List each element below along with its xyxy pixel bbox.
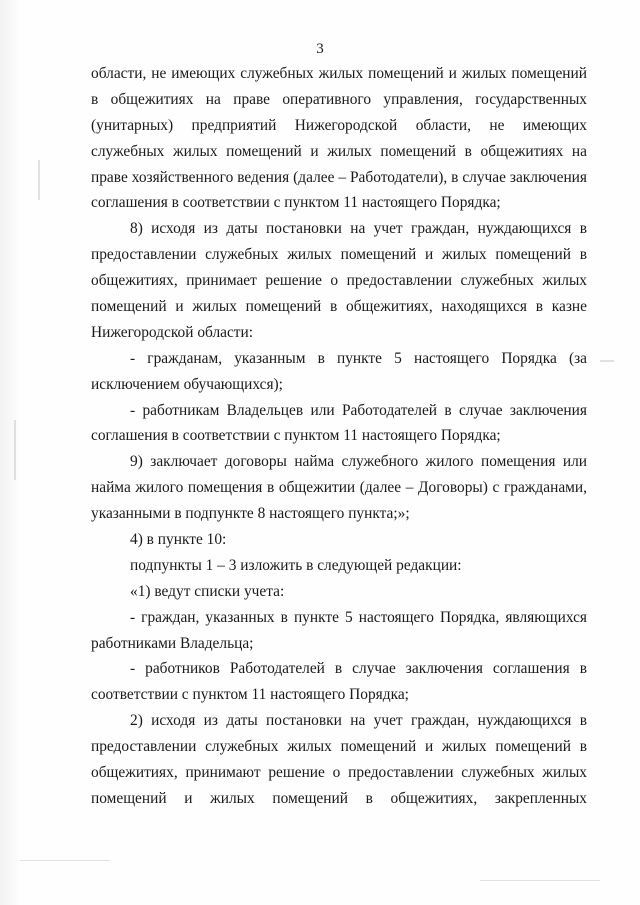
text-line: - гражданам, указанным в пункте 5 настоящего Порядка (за <box>130 349 587 367</box>
text-line: - работникам Владельцев или Работодателей в случае заключения <box>130 401 587 419</box>
text-line: в общежитиях на праве оперативного управления, государственных <box>91 90 587 108</box>
page-number: 3 <box>316 41 324 57</box>
text-line: помещений и жилых помещений в общежитиях, закрепленных <box>91 789 587 807</box>
text-line: указанными в подпункте 8 настоящего пункта;»; <box>91 505 410 523</box>
text-line: найма жилого помещения в общежитии (далее – Договоры) с гражданами, <box>91 479 587 497</box>
text-line: праве хозяйственного ведения (далее – Работодатели), в случае заключения <box>91 168 587 186</box>
text-line: общежитиях, принимает решение о предоставлении служебных жилых <box>91 272 587 290</box>
text-line: (унитарных) предприятий Нижегородской области, не имеющих <box>91 116 587 134</box>
scan-noise <box>14 420 16 480</box>
text-line: подпункты 1 – 3 изложить в следующей редакции: <box>130 556 462 574</box>
scan-noise <box>38 160 40 200</box>
text-line: 2) исходя из даты постановки на учет граждан, нуждающихся в <box>130 712 587 730</box>
text-line: предоставлении служебных жилых помещений и жилых помещений в <box>91 246 587 264</box>
text-line: 4) в пункте 10: <box>130 531 227 549</box>
scan-edge-shadow <box>0 0 22 905</box>
text-line: 8) исходя из даты постановки на учет граждан, нуждающихся в <box>130 220 587 238</box>
text-line: общежитиях, принимают решение о предоставлении служебных жилых <box>91 764 587 782</box>
text-line: «1) ведут списки учета: <box>130 582 285 600</box>
text-line: 9) заключает договоры найма служебного жилого помещения или <box>130 453 587 471</box>
text-line: помещений и жилых помещений в общежитиях, находящихся в казне <box>91 298 587 316</box>
text-line: области, не имеющих служебных жилых помещений и жилых помещений <box>91 65 587 82</box>
text-line: соглашения в соответствии с пунктом 11 настоящего Порядка; <box>91 427 501 445</box>
text-line: исключением обучающихся); <box>91 375 283 393</box>
text-line: работниками Владельца; <box>91 634 254 652</box>
scan-noise <box>480 880 600 881</box>
text-line: предоставлении служебных жилых помещений и жилых помещений в <box>91 738 587 756</box>
document-body <box>91 61 587 812</box>
text-line: - граждан, указанных в пункте 5 настоящего Порядка, являющихся <box>130 608 587 626</box>
scan-noise <box>20 860 110 861</box>
text-line: служебных жилых помещений и жилых помещений в общежитиях на <box>91 142 587 160</box>
text-line: соответствии с пунктом 11 настоящего Порядка; <box>91 686 409 704</box>
text-line: соглашения в соответствии с пунктом 11 настоящего Порядка; <box>91 194 501 212</box>
text-line: Нижегородской области: <box>91 323 254 341</box>
scan-noise <box>600 360 614 362</box>
text-line: - работников Работодателей в случае заключения соглашения в <box>130 660 587 678</box>
